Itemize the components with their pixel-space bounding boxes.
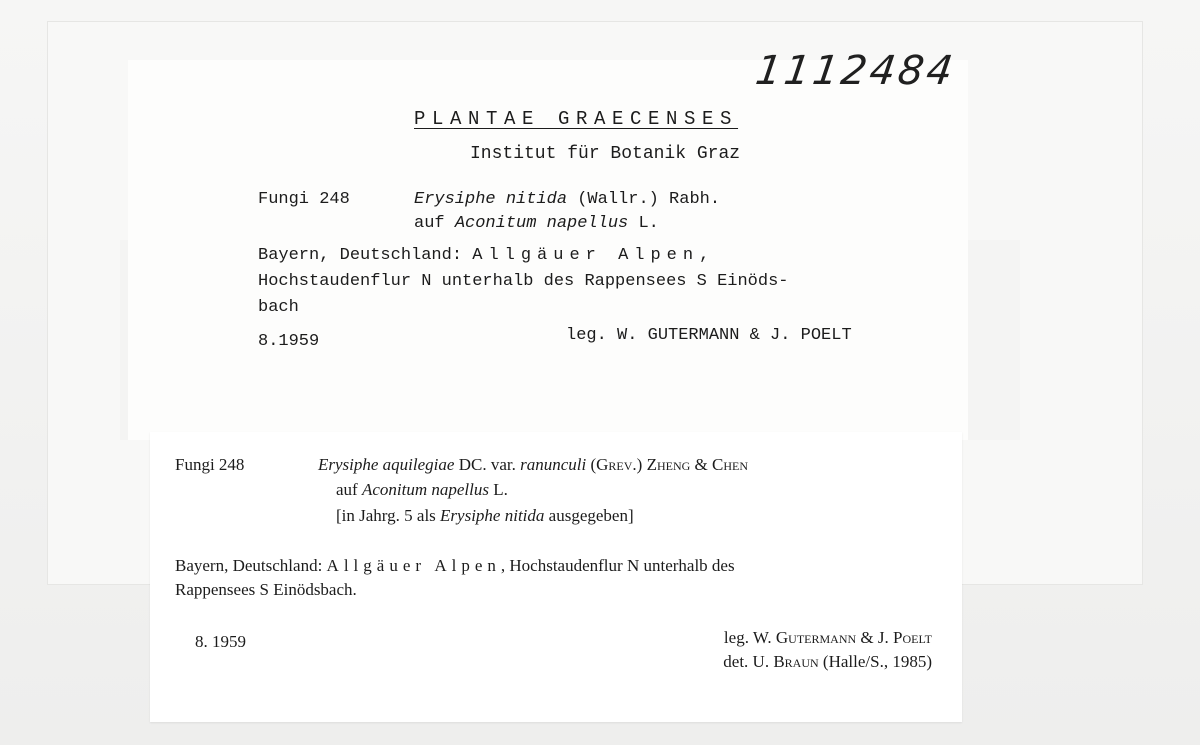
host-line [414, 214, 659, 233]
leg-prefix: leg. W. [723, 628, 776, 647]
collectors-printed [724, 628, 932, 648]
det-suffix: (Halle/S., 1985) [818, 652, 932, 671]
host-author-printed: L. [488, 480, 508, 499]
locality-rest-printed: , Hochstaudenflur N unterhalb des [500, 556, 735, 575]
locality-printed-line-2: Rappensees S Einödsbach. [175, 580, 357, 599]
host-prefix-printed: auf [336, 480, 362, 499]
host-line-printed [336, 480, 508, 500]
species-author: (Wallr.) Rabh. [567, 190, 721, 209]
collectors: leg. W. GUTERMANN & J. POELT [566, 326, 852, 345]
locality-alps-printed: Allgäuer Alpen [326, 556, 501, 575]
locality-alps: Allgäuer Alpen, [472, 246, 716, 265]
collection-date-printed: 8. 1959 [195, 632, 246, 651]
collection-number-printed: Fungi 248 [175, 455, 245, 474]
species-name-printed: Erysiphe aquilegiae [318, 455, 455, 474]
locality-line-2: Hochstaudenflur N unterhalb des Rappensees S Einöds- [258, 272, 789, 291]
species-mid: DC. var. [454, 455, 521, 474]
note-species: Erysiphe nitida [440, 506, 545, 525]
host-author: L. [628, 214, 659, 233]
species-name: Erysiphe nitida [414, 190, 568, 209]
locality-region: Bayern, Deutschland: [258, 246, 473, 265]
host-prefix: auf [414, 214, 455, 233]
variety-name: ranunculi [520, 455, 587, 474]
locality-region-printed: Bayern, Deutschland: [175, 556, 327, 575]
locality-printed-line-1 [175, 556, 735, 576]
locality-line-1 [258, 246, 715, 265]
determiner [723, 652, 932, 672]
revision-label [150, 432, 962, 722]
note-suffix: ausgegeben] [544, 506, 634, 525]
collection-date: 8.1959 [258, 332, 320, 351]
species-author-2: Zheng & Chen [646, 455, 748, 474]
leg-names: Gutermann & J. Poelt [775, 628, 932, 647]
herbarium-title: PLANTAE GRAECENSES [414, 108, 739, 130]
species-author-1: (Grev.) [586, 455, 647, 474]
host-name-printed: Aconitum napellus [361, 480, 489, 499]
accession-number: 1112484 [752, 48, 959, 94]
issue-note [336, 506, 634, 526]
species-line [414, 190, 720, 209]
locality-line-3: bach [258, 298, 299, 317]
species-line-printed [318, 455, 748, 475]
institute-name: Institut für Botanik Graz [470, 144, 741, 164]
collection-number: Fungi 248 [258, 190, 350, 209]
det-name: Braun [773, 652, 819, 671]
host-name: Aconitum napellus [454, 214, 629, 233]
note-prefix: [in Jahrg. 5 als [336, 506, 441, 525]
det-prefix: det. U. [723, 652, 774, 671]
